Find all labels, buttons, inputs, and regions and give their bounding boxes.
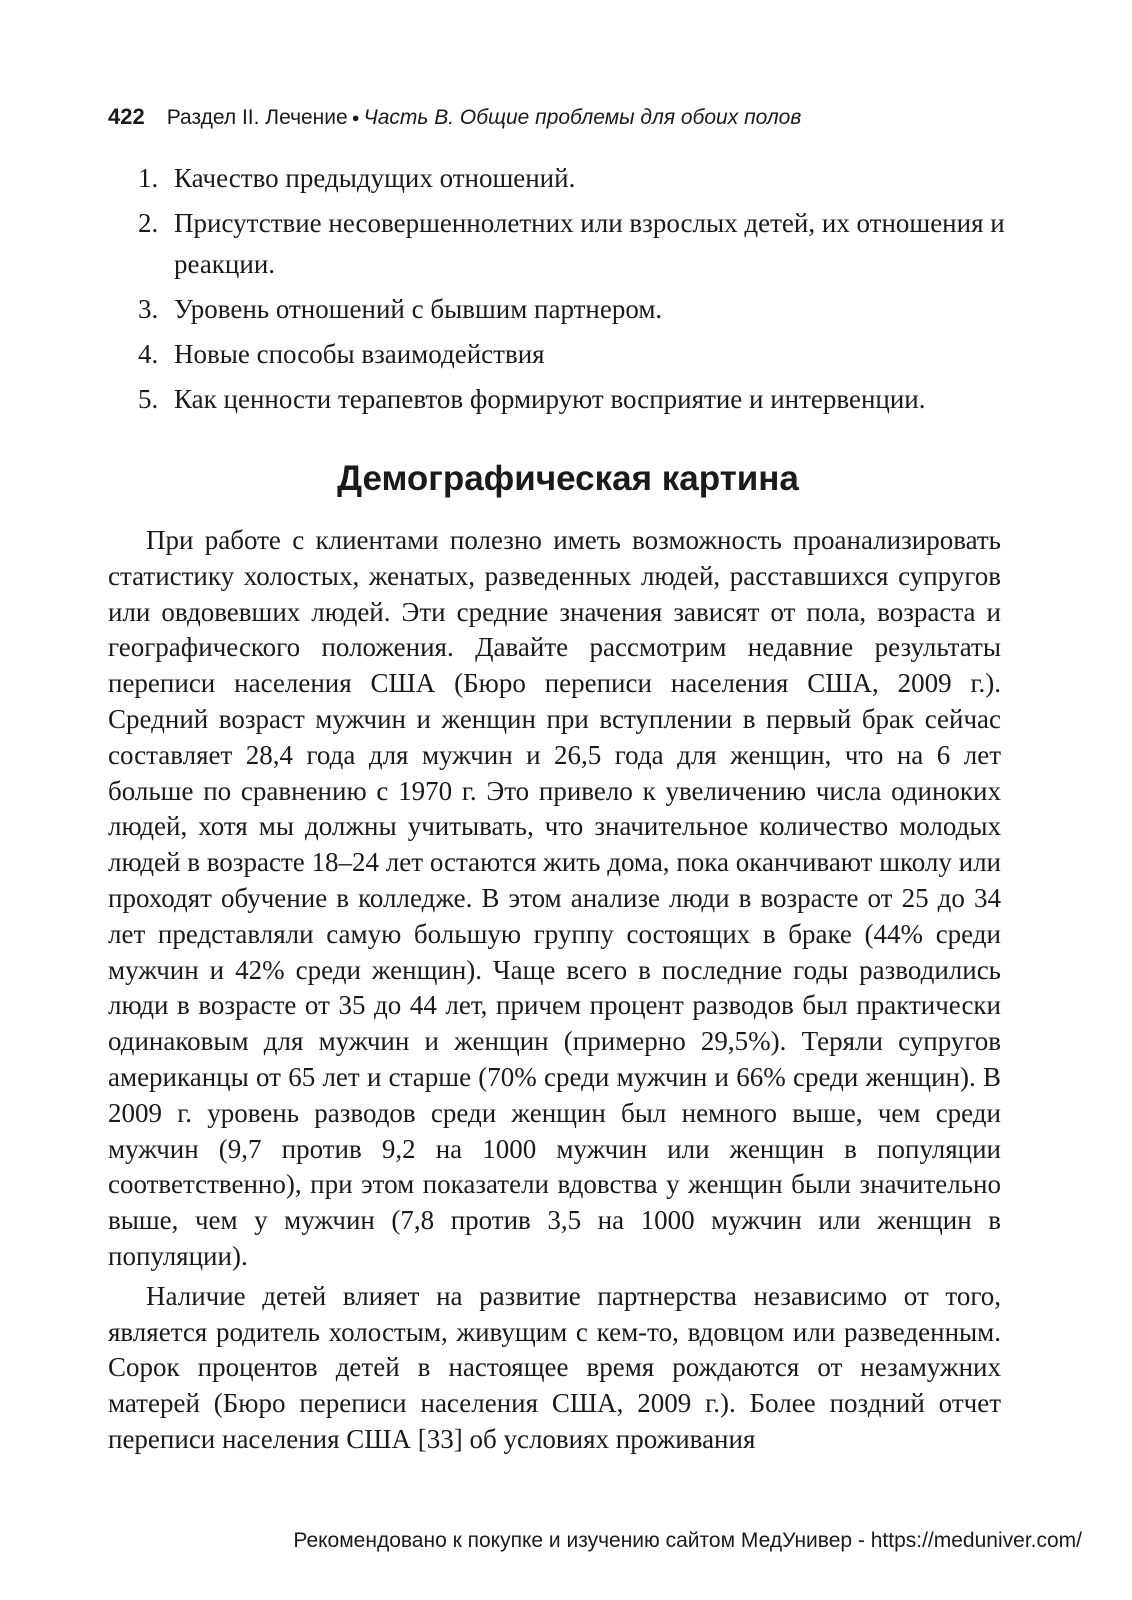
- list-item: [138, 289, 1028, 330]
- list-item-number: 2.: [138, 208, 159, 238]
- running-header: [108, 100, 1028, 134]
- list-item: [138, 334, 1028, 375]
- list-item-number: 5.: [138, 384, 159, 414]
- section-heading: Демографическая картина: [337, 459, 799, 498]
- list-item-text: Новые способы взаимодействия: [174, 339, 545, 369]
- page-number: 422: [108, 104, 145, 129]
- header-section-title: Раздел II. Лечение: [166, 106, 348, 129]
- footer-recommendation: Рекомендовано к покупке и изучению сайтом МедУнивер - https://meduniver.com/: [293, 1529, 1082, 1552]
- paragraph: При работе с клиентами полезно иметь возможность проанализировать статистику холостых, женатых, разведенных людей, расставшихся супругов или овдовевших людей. Эти средние значения зависят от пола, возраста и географического положения. Давайте рассмотрим недавние результаты переписи населения США (Бюро переписи населения США, 2009 г.). Средний возраст мужчин и женщин при вступлении в первый брак сейчас составляет 28,4 года для мужчин и 26,5 года для женщин, что на 6 лет больше по сравнению с 1970 г. Это привело к увеличению числа одиноких людей, хотя мы должны учитывать, что значительное количество молодых людей в возрасте 18–24 лет остаются жить дома, пока оканчивают школу или проходят обучение в колледже. В этом анализе люди в возрасте от 25 до 34 лет представляли самую большую группу состоящих в браке (44% среди мужчин и 42% среди женщин). Чаще всего в последние годы разводились люди в возрасте от 35 до 44 лет, причем процент разводов был практически одинаковым для мужчин и женщин (примерно 29,5%). Теряли супругов американцы от 65 лет и старше (70% среди мужчин и 66% среди женщин). В 2009 г. уровень разводов среди женщин был немного выше, чем среди мужчин (9,7 против 9,2 на 1000 мужчин или женщин в популяции соответственно), при этом показатели вдовства у женщин были значительно выше, чем у мужчин (7,8 против 3,5 на 1000 мужчин или женщин в популяции).: [108, 525, 1001, 1271]
- list-item: [138, 203, 1028, 285]
- list-item-text: Качество предыдущих отношений.: [174, 163, 576, 193]
- list-item-number: 4.: [138, 339, 159, 369]
- bullet-separator-icon: ●: [351, 110, 360, 125]
- list-item-text: Присутствие несовершеннолетних или взрослых детей, их отношения и реакции.: [174, 208, 1005, 279]
- header-part-title: Часть В. Общие проблемы для обоих полов: [363, 106, 802, 129]
- list-item: [138, 158, 1028, 199]
- paragraph: Наличие детей влияет на развитие партнерства независимо от того, является родитель холостым, живущим с кем-то, вдовцом или разведенным. Сорок процентов детей в настоящее время рождаются от незамужних матерей (Бюро переписи населения США, 2009 г.). Более поздний отчет переписи населения США [33] об условиях проживания: [108, 1280, 1001, 1454]
- list-item-number: 1.: [138, 163, 159, 193]
- list-item-number: 3.: [138, 294, 159, 324]
- list-item: [138, 379, 1028, 420]
- list-item-text: Уровень отношений с бывшим партнером.: [174, 294, 663, 324]
- body-text: [108, 523, 1001, 1462]
- numbered-list: [138, 158, 1028, 424]
- list-item-text: Как ценности терапевтов формируют восприятие и интервенции.: [174, 384, 926, 414]
